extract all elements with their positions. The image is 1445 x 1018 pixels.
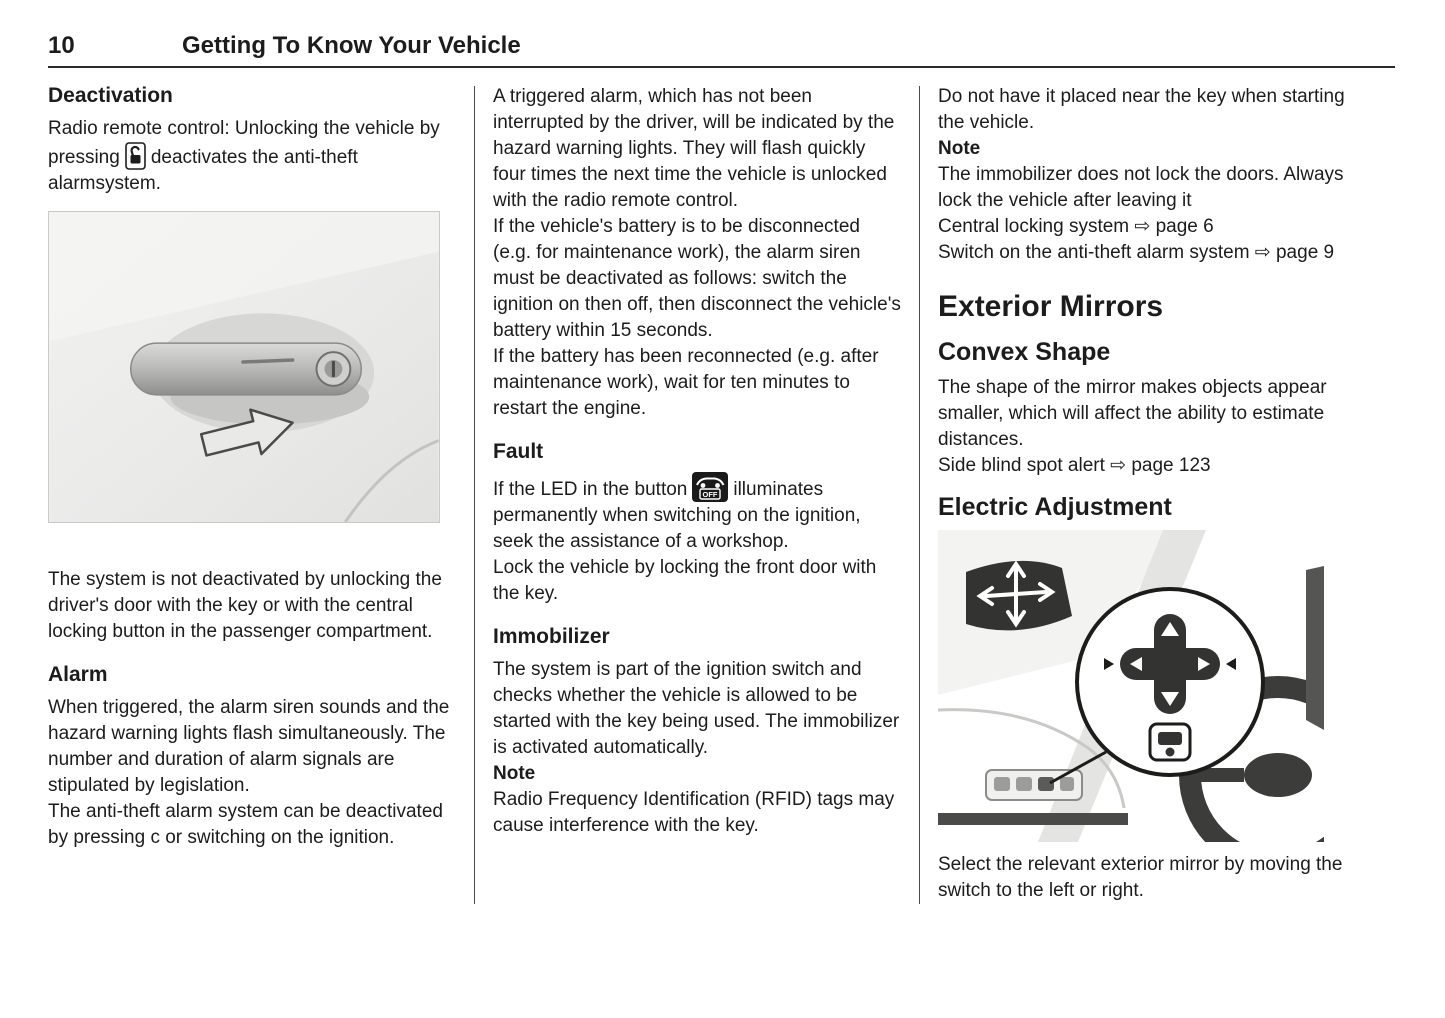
unlock-icon [125,142,146,170]
paragraph-immobilizer-doors: The immobilizer does not lock the doors. Always lock the vehicle after leaving it [938,164,1344,211]
paragraph-radio-remote [48,116,456,197]
page-ref-blind-spot: Side blind spot alert ⇨ page 123 [938,455,1211,476]
exterior-mirror [966,561,1072,631]
paragraph-immobilizer: The system is part of the ignition switch and checks whether the vehicle is allowed to be started with the key being used. The immobilizer is activated automatically. [493,659,900,758]
paragraph-lock-vehicle: Lock the vehicle by locking the front door with the key. [493,557,877,604]
paragraph-radio-remote-text-before: Radio remote control: Unlocking the vehicle by pressing [48,118,440,168]
door-lower-shadow [938,813,1128,825]
paragraph-battery-reconnect: If the battery has been reconnected (e.g. after maintenance work), wait for ten minutes to restart the engine. [493,346,879,419]
car-off-button-icon [692,472,728,502]
heading-exterior-mirrors: Exterior Mirrors [938,290,1164,323]
paragraph-fault-text-before: If the LED in the button [493,479,688,500]
column-2 [493,84,901,904]
note-label-immobilizer: Note [493,763,536,784]
heading-convex-shape: Convex Shape [938,338,1111,366]
car-off-button-label: OFF [702,490,718,499]
key-cylinder [317,352,351,386]
paragraph-key-placement: Do not have it placed near the key when starting the vehicle. [938,86,1345,133]
adjustment-callout [1077,589,1263,775]
page-title: Getting To Know Your Vehicle [182,32,521,59]
heading-deactivation: Deactivation [48,84,173,107]
heading-alarm: Alarm [48,663,108,686]
paragraph-rfid: Radio Frequency Identification (RFID) tags may cause interference with the key. [493,789,895,836]
column-divider-2 [919,86,920,904]
paragraph-fault-text-after: illuminates permanently when switching on the ignition, seek the assistance of a workshop. [493,479,861,552]
heading-electric-adjustment: Electric Adjustment [938,493,1172,521]
paragraph-radio-remote-text-after: deactivates the anti-theft alarmsystem. [48,147,358,194]
paragraph-system-not-deactivated: The system is not deactivated by unlocking the driver's door with the key or with the central locking button in the passenger compartment. [48,569,442,642]
page-ref-anti-theft: Switch on the anti-theft alarm system ⇨ page 9 [938,242,1335,263]
column-1 [48,84,456,904]
page-number: 10 [48,32,75,59]
paragraph-convex: The shape of the mirror makes objects appear smaller, which will affect the ability to estimate distances. [938,377,1327,450]
page-header [48,32,1395,60]
content-columns [48,84,1395,904]
note-label-doors: Note [938,138,981,159]
door-handle-illustration [48,211,456,523]
dashboard-edge [1306,566,1324,730]
page-ref-central-locking: Central locking system ⇨ page 6 [938,216,1214,237]
heading-immobilizer: Immobilizer [493,625,610,648]
mirror-adjustment-illustration [938,530,1346,842]
heading-fault: Fault [493,440,544,463]
paragraph-fault-led [493,472,901,555]
paragraph-alarm-deactivate: The anti-theft alarm system can be deactivated by pressing c or switching on the ignition. [48,801,443,848]
header-rule [48,66,1395,68]
paragraph-alarm-triggered: When triggered, the alarm siren sounds and the hazard warning lights flash simultaneously. The number and duration of alarm signals are stipulated by legislation. [48,697,450,796]
mirror-caption: Select the relevant exterior mirror by moving the switch to the left or right. [938,854,1343,901]
column-3 [938,84,1346,904]
paragraph-battery-disconnect: If the vehicle's battery is to be disconnected (e.g. for maintenance work), the alarm siren must be deactivated as follows: switch the ignition on then off, then disconnect the vehicle's battery within 15 seconds. [493,216,901,341]
mirror-selector-switch-icon [1150,724,1190,760]
paragraph-triggered-alarm: A triggered alarm, which has not been interrupted by the driver, will be indicated by the hazard warning lights. They will flash quickly four times the next time the vehicle is unlocked with the radio remote control. [493,86,895,211]
column-divider-1 [474,86,475,904]
